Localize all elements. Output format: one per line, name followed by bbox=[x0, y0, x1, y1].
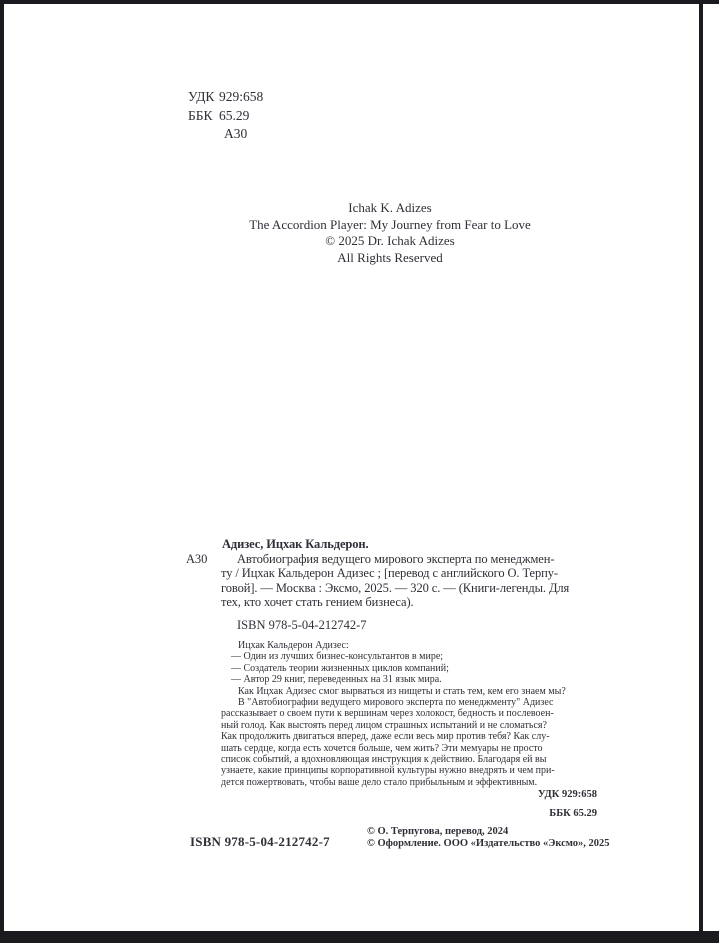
bib-line: ту / Ицхак Кальдерон Адизес ; [перевод с английского О. Терпу- bbox=[221, 566, 558, 580]
footer-copyright-block bbox=[367, 826, 610, 850]
page-border-top bbox=[0, 0, 719, 4]
annotation-line: Как продолжить двигаться вперед, даже если весь мир против тебя? Как слу- bbox=[221, 731, 550, 743]
annotation-line: узнаете, какие принципы корпоративной культуры нужно внедрять и чем при- bbox=[221, 765, 555, 777]
bibliographic-record bbox=[185, 537, 610, 610]
annotation-line: — Один из лучших бизнес-консультантов в мире; bbox=[231, 651, 444, 663]
bbk-bottom-line: ББК 65.29 bbox=[549, 807, 597, 819]
annotation-block bbox=[221, 640, 601, 788]
annotation-line: Ицхак Кальдерон Адизес: bbox=[238, 640, 349, 651]
page-border-right bbox=[699, 0, 703, 931]
annotation-line: список событий, а вдохновляющая инструкция к действию. Благодаря ей вы bbox=[221, 754, 547, 766]
annotation-line: Как Ицхак Адизес смог вырваться из нищеты и стать тем, кем его знаем мы? bbox=[238, 685, 566, 697]
udc-row bbox=[188, 88, 263, 107]
original-copyright: © 2025 Dr. Ichak Adizes bbox=[325, 233, 455, 248]
udc-label: УДК bbox=[188, 89, 215, 104]
annotation-line: — Автор 29 книг, переведенных на 31 язык мира. bbox=[231, 674, 442, 686]
annotation-line: дется пожертвовать, чтобы ваше дело стало прибыльным и эффективным. bbox=[221, 776, 538, 788]
udc-classification-bottom bbox=[400, 786, 597, 823]
original-title: The Accordion Player: My Journey from Fear to Love bbox=[249, 216, 531, 232]
bib-line: Автобиография ведущего мирового эксперта по менеджмен- bbox=[237, 551, 555, 566]
footer-isbn: ISBN 978-5-04-212742-7 bbox=[190, 834, 330, 849]
annotation-line: ный голод. Как выстоять перед лицом страшных испытаний и не сломаться? bbox=[221, 719, 547, 731]
udc-value: 929:658 bbox=[219, 89, 264, 104]
copyright-design: © Оформление. ООО «Издательство «Эксмо», 2025 bbox=[367, 837, 610, 849]
page-border-bottom bbox=[0, 931, 719, 943]
bib-line: говой]. — Москва : Эксмо, 2025. — 320 с. — (Книги-легенды. Для bbox=[221, 580, 570, 595]
bbk-value: 65.29 bbox=[219, 107, 250, 123]
original-author: Ichak K. Adizes bbox=[348, 200, 432, 215]
bib-line: тех, кто хочет стать гением бизнеса). bbox=[221, 595, 414, 609]
udc-classification-block bbox=[188, 88, 263, 144]
original-title-block bbox=[120, 200, 660, 266]
annotation-line: — Создатель теории жизненных циклов компаний; bbox=[231, 662, 449, 674]
annotation-line: В "Автобиографии ведущего мирового эксперта по менеджменту" Адизес bbox=[238, 697, 554, 709]
bbk-label: ББК bbox=[188, 107, 213, 123]
author-sign-value: А30 bbox=[224, 126, 248, 141]
udc-bottom-line: УДК 929:658 bbox=[537, 789, 597, 800]
all-rights-reserved: All Rights Reserved bbox=[337, 249, 443, 265]
annotation-line: шать сердце, когда есть хочется больше, чем жить? Эти мемуары не просто bbox=[221, 742, 543, 754]
bib-author-heading: Адизес, Ицхак Кальдерон. bbox=[222, 537, 369, 551]
annotation-line: рассказывает о своем пути к вершинам через холокост, бедность и послевоен- bbox=[221, 708, 554, 720]
isbn-number: ISBN 978-5-04-212742-7 bbox=[237, 618, 367, 632]
page-border-left bbox=[0, 0, 4, 931]
author-sign-row bbox=[188, 125, 263, 144]
bbk-row bbox=[188, 107, 263, 126]
bib-index-code: А30 bbox=[186, 552, 208, 566]
copyright-translation: © О. Терпугова, перевод, 2024 bbox=[367, 826, 509, 837]
